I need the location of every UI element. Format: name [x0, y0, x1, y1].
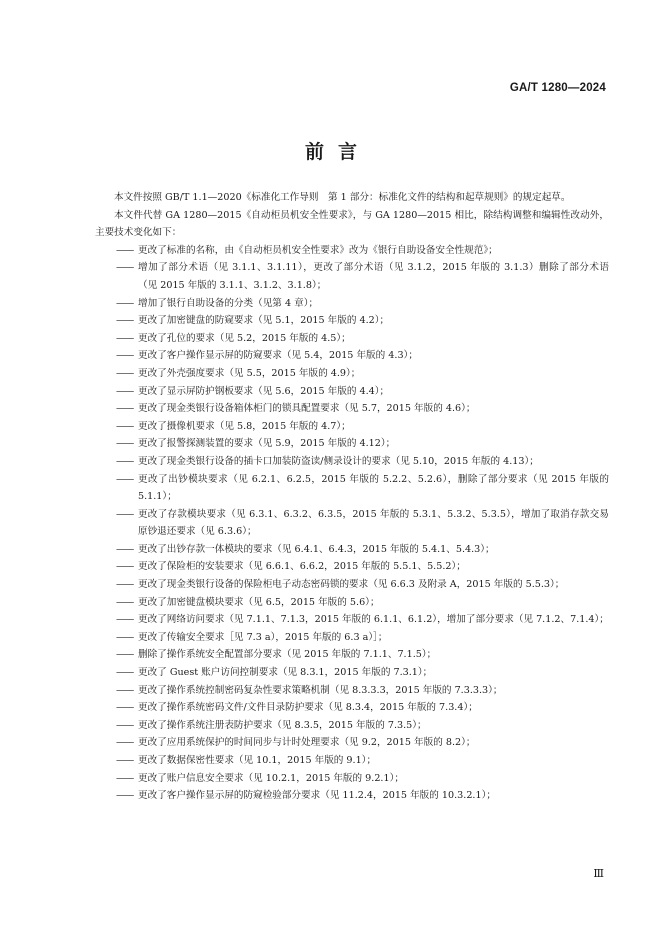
change-item-text: 更改了加密键盘的防窥要求（见 5.1，2015 年版的 4.2）； [138, 315, 390, 327]
list-dash: —— [116, 596, 134, 608]
list-dash: —— [116, 543, 134, 555]
change-item-text: 更改了数据保密性要求（见 10.1，2015 年版的 9.1）； [138, 755, 377, 766]
change-item-text: 更改了摄像机要求（见 5.8，2015 年版的 4.7）； [138, 420, 351, 432]
change-item [95, 506, 609, 541]
change-item-text: 更改了 Guest 账户访问控制要求（见 8.3.1，2015 年版的 7.3.1）； [138, 667, 433, 679]
change-item-text: 增加了部分术语（见 3.1.1、3.1.11），更改了部分术语（见 3.1.2，2015 年版的 3.1.3）删除了部分术语（见 2015 年版的 3.1.1、3.1.2、3.1.8）； [138, 262, 609, 291]
list-dash: —— [116, 367, 134, 379]
list-dash: —— [116, 262, 134, 274]
list-dash: —— [116, 667, 134, 679]
change-item [95, 541, 609, 559]
change-item-text: 更改了操作系统控制密码复杂性要求策略机制（见 8.3.3.3，2015 年版的 7.3.3.3）； [138, 684, 503, 696]
list-dash: —— [116, 790, 134, 802]
change-item [95, 629, 609, 647]
change-item-text: 更改了加密键盘模块要求（见 6.5，2015 年版的 5.6）； [138, 596, 380, 608]
change-item-text: 增加了银行自助设备的分类（见第 4 章）； [138, 297, 319, 309]
change-item [95, 699, 609, 717]
list-dash: —— [116, 737, 134, 749]
change-item-text: 更改了标准的名称，由《自动柜员机安全性要求》改为《银行自助设备安全性规范》； [138, 244, 498, 256]
page-title: 前言 [304, 141, 371, 163]
change-item [95, 365, 609, 383]
change-list [95, 242, 609, 805]
change-item [95, 717, 609, 735]
change-item [95, 312, 609, 330]
list-dash: —— [116, 315, 134, 327]
change-item-text: 更改了应用系统保护的时间同步与计时处理要求（见 9.2，2015 年版的 8.2）； [138, 737, 476, 749]
list-dash: —— [116, 614, 134, 626]
change-item [95, 770, 609, 788]
list-dash: —— [116, 755, 134, 766]
change-item [95, 594, 609, 612]
change-item [95, 400, 609, 418]
change-item-text: 更改了操作系统注册表防护要求（见 8.3.5，2015 年版的 7.3.5）； [138, 719, 427, 731]
change-item-text: 更改了客户操作显示屏的防窥要求（见 5.4，2015 年版的 4.3）； [138, 350, 418, 362]
change-item [95, 752, 609, 770]
change-item [95, 330, 609, 348]
change-item [95, 242, 609, 260]
list-dash: —— [116, 649, 134, 661]
list-dash: —— [116, 297, 134, 309]
change-item [95, 471, 609, 506]
list-dash: —— [116, 332, 134, 344]
change-item-text: 更改了出钞模块要求（见 6.2.1、6.2.5，2015 年版的 5.2.2、5.2.6），删除了部分要求（见 2015 年版的 5.1.1）； [138, 473, 609, 503]
list-dash: —— [116, 403, 134, 415]
intro-paragraph: 本文件按照 GB/T 1.1—2020《标准化工作导则 第 1 部分：标准化文件的结构和起草规则》的规定起草。 [114, 192, 571, 203]
list-dash: —— [116, 684, 134, 696]
change-item-text: 更改了传输安全要求［见 7.3 a），2015 年版的 6.3 a）］； [138, 631, 388, 643]
change-item-text: 更改了现金类银行设备箱体柜门的锁具配置要求（见 5.7，2015 年版的 4.6）； [138, 403, 476, 415]
list-dash: —— [116, 579, 134, 591]
list-dash: —— [116, 772, 134, 784]
change-item-text: 更改了报警探测装置的要求（见 5.9，2015 年版的 4.12）； [138, 438, 396, 450]
change-item-text: 更改了现金类银行设备的插卡口加装防盗读/侧录设计的要求（见 5.10，2015 年版的 4.13）； [138, 455, 539, 467]
change-item [95, 664, 609, 682]
document-code: GA/T 1280—2024 [509, 82, 606, 94]
change-item [95, 682, 609, 700]
change-item-text: 更改了账户信息安全要求（见 10.2.1，2015 年版的 9.2.1）； [138, 772, 404, 784]
list-dash: —— [116, 420, 134, 432]
change-item-text: 更改了保险柜的安装要求（见 6.6.1、6.6.2，2015 年版的 5.5.1、5.5.2）； [138, 561, 466, 573]
change-item-text: 更改了显示屏防护钢板要求（见 5.6，2015 年版的 4.4）； [138, 385, 390, 397]
list-dash: —— [116, 702, 134, 714]
change-item-text: 更改了客户操作显示屏的防窥检验部分要求（见 11.2.4，2015 年版的 10.3.2.1）； [138, 790, 496, 802]
list-dash: —— [116, 455, 134, 467]
foreword-body [95, 189, 609, 805]
intro-paragraph: 本文件代替 GA 1280—2015《自动柜员机安全性要求》，与 GA 1280—2015 相比，除结构调整和编辑性改动外，主要技术变化如下： [95, 209, 609, 239]
list-dash: —— [116, 508, 134, 520]
change-item [95, 383, 609, 401]
change-item [95, 295, 609, 313]
change-item [95, 787, 609, 805]
change-item-text: 更改了网络访问要求（见 7.1.1、7.1.3，2015 年版的 6.1.1、6.1.2），增加了部分要求（见 7.1.2、7.1.4）； [138, 614, 609, 626]
page-number: Ⅲ [593, 867, 604, 880]
change-item [95, 453, 609, 471]
list-dash: —— [116, 631, 134, 643]
list-dash: —— [116, 561, 134, 573]
list-dash: —— [116, 244, 134, 256]
change-item [95, 611, 609, 629]
list-dash: —— [116, 438, 134, 450]
list-dash: —— [116, 350, 134, 362]
change-item [95, 646, 609, 664]
list-dash: —— [116, 719, 134, 731]
change-item [95, 259, 609, 294]
change-item [95, 576, 609, 594]
change-item [95, 558, 609, 576]
change-item-text: 删除了操作系统安全配置部分要求（见 2015 年版的 7.1.1、7.1.5）； [138, 649, 437, 661]
change-item-text: 更改了外壳强度要求（见 5.5，2015 年版的 4.9）； [138, 367, 361, 379]
change-item [95, 347, 609, 365]
change-item [95, 734, 609, 752]
change-item-text: 更改了存款模块要求（见 6.3.1、6.3.2、6.3.5，2015 年版的 5.3.1、5.3.2、5.3.5），增加了取消存款交易原钞退还要求（见 6.3.6）； [138, 508, 609, 538]
change-item-text: 更改了操作系统密码文件/文件目录防护要求（见 8.3.4，2015 年版的 7.3.4）； [138, 702, 478, 714]
change-item [95, 418, 609, 436]
change-item-text: 更改了出钞存款一体模块的要求（见 6.4.1、6.4.3，2015 年版的 5.4.1、5.4.3）； [138, 543, 495, 555]
change-item-text: 更改了孔位的要求（见 5.2，2015 年版的 4.5）； [138, 332, 351, 344]
change-item-text: 更改了现金类银行设备的保险柜电子动态密码锁的要求（见 6.6.3 及附录 A，2015 年版的 5.5.3）； [138, 579, 565, 591]
change-item [95, 435, 609, 453]
list-dash: —— [116, 473, 134, 485]
list-dash: —— [116, 385, 134, 397]
